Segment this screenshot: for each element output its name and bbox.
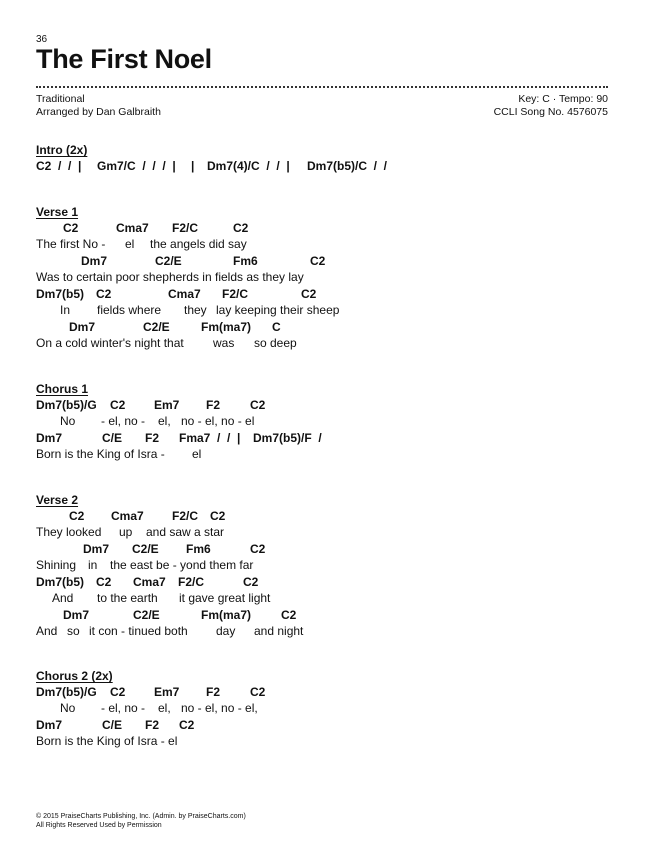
chord: C2/E (155, 254, 182, 268)
chord: Dm7(b5)/F / (253, 431, 322, 445)
lyric: day (216, 624, 236, 638)
lyric: in (88, 558, 98, 572)
chord: C2 (281, 608, 297, 622)
lyric-line (0, 237, 648, 253)
rights-line: All Rights Reserved Used by Permission (36, 822, 162, 829)
chord: Cma7 (111, 509, 144, 523)
lyric: the east be - yond them far (110, 558, 254, 572)
chord: C2 (110, 398, 126, 412)
chord-line (0, 398, 648, 414)
chord: F2/C (172, 221, 199, 235)
chord: Gm7/C / / / | (97, 159, 176, 173)
chord: Dm7 (36, 431, 63, 445)
lyric: so deep (254, 336, 297, 350)
chord: C2/E (133, 608, 160, 622)
lyric: Shining (36, 558, 77, 572)
chord: F2 (145, 718, 160, 732)
chord: C2 (250, 685, 266, 699)
chord: Dm7(b5)/C / / (307, 159, 388, 173)
chord: Dm7 (81, 254, 108, 268)
chord-line (0, 320, 648, 336)
lyric: fields where (97, 303, 162, 317)
chord: C2 (69, 509, 85, 523)
chord: Cma7 (168, 287, 201, 301)
chord-line (0, 575, 648, 591)
chord: C2 (250, 542, 266, 556)
lyric: el (125, 237, 135, 251)
chord: Dm7 (36, 718, 63, 732)
chord: Dm7(b5)/G (36, 685, 97, 699)
chord: C2 (310, 254, 326, 268)
chord: Dm7(b5) (36, 575, 85, 589)
lyric: - el, no - (101, 701, 146, 715)
chord: C (272, 320, 281, 334)
lyric: Was to certain poor shepherds in fields as they lay (36, 270, 304, 284)
lyric: And (36, 624, 58, 638)
chord-line (0, 608, 648, 624)
ccli-number: CCLI Song No. 4576075 (493, 105, 608, 118)
chord: F2/C (178, 575, 205, 589)
lyric: no - el, no - el, (181, 701, 258, 715)
lyric-line (0, 525, 648, 541)
credits (36, 93, 161, 118)
chord: Dm7 (83, 542, 110, 556)
chord: Dm7 (63, 608, 90, 622)
chord: Cma7 (133, 575, 166, 589)
chord-line (0, 254, 648, 270)
chord: Em7 (154, 685, 180, 699)
copyright-line: © 2015 PraiseCharts Publishing, Inc. (Admin. by PraiseCharts.com) (36, 813, 246, 820)
lyric-line (0, 591, 648, 607)
lyric: No (60, 414, 76, 428)
lyric: to the earth (97, 591, 158, 605)
lyric: was (213, 336, 235, 350)
lyric-line (0, 624, 648, 640)
lyric: the angels did say (150, 237, 247, 251)
credit-author: Traditional (36, 93, 85, 105)
lyric: and saw a star (146, 525, 225, 539)
dotted-divider (36, 86, 608, 88)
chord: Cma7 (116, 221, 149, 235)
chord-line (0, 287, 648, 303)
song-info (494, 93, 608, 118)
lyric: el, (158, 701, 171, 715)
chord: C2/E (143, 320, 170, 334)
chord: Fm(ma7) (201, 608, 252, 622)
chord: | (191, 159, 195, 173)
chord: C2 (233, 221, 249, 235)
chord: C2 (96, 575, 112, 589)
chord: C/E (102, 431, 123, 445)
chord: Fma7 / / | (179, 431, 241, 445)
lyric: Born is the King of Isra - (36, 447, 165, 461)
lyric-line (0, 447, 648, 463)
section-heading-chorus-2: Chorus 2 (2x) (36, 669, 113, 683)
lyric: it con - tinued both (89, 624, 188, 638)
chord: F2/C (172, 509, 199, 523)
chord: C2 (250, 398, 266, 412)
key-tempo: Key: C · Tempo: 90 (518, 93, 608, 105)
chord-line (0, 431, 648, 447)
song-title: The First Noel (36, 44, 212, 74)
lyric: In (60, 303, 71, 317)
lyric-line (0, 336, 648, 352)
section-heading-verse-1: Verse 1 (36, 205, 79, 219)
chord: C2 / / | (36, 159, 82, 173)
lyric-line (0, 270, 648, 286)
page-number: 36 (36, 34, 48, 45)
chord: Fm6 (186, 542, 211, 556)
lyric: They looked (36, 525, 102, 539)
lyric: No (60, 701, 76, 715)
lyric: lay keeping their sheep (216, 303, 340, 317)
chord: C2 (63, 221, 79, 235)
chord: F2/C (222, 287, 249, 301)
credit-arranger: Arranged by Dan Galbraith (36, 105, 161, 118)
lyric: so (67, 624, 80, 638)
chord: C2 (96, 287, 112, 301)
lyric-line (0, 303, 648, 319)
lyric: no - el, no - el (181, 414, 255, 428)
chord: F2 (206, 685, 221, 699)
lyric: and night (254, 624, 304, 638)
chord: C2 (243, 575, 259, 589)
lyric: - el, no - (101, 414, 146, 428)
chord: Dm7(b5) (36, 287, 85, 301)
chord: Fm(ma7) (201, 320, 252, 334)
lyric-line (0, 414, 648, 430)
lyric: it gave great light (179, 591, 271, 605)
chord-line (0, 221, 648, 237)
lyric: On a cold winter's night that (36, 336, 184, 350)
lyric: el (192, 447, 202, 461)
chord: F2 (145, 431, 160, 445)
chord: C/E (102, 718, 123, 732)
lyric: they (184, 303, 207, 317)
chord: Em7 (154, 398, 180, 412)
chord: Fm6 (233, 254, 258, 268)
chord: Dm7(4)/C / / | (207, 159, 290, 173)
chord: C2 (210, 509, 226, 523)
chord: C2/E (132, 542, 159, 556)
lyric: And (52, 591, 74, 605)
chord-line (0, 685, 648, 701)
lyric-line (0, 558, 648, 574)
lyric: The first No - (36, 237, 106, 251)
chord-line (0, 159, 648, 175)
chord: Dm7 (69, 320, 96, 334)
chord: F2 (206, 398, 221, 412)
chord-line (0, 542, 648, 558)
copyright-footer (36, 812, 246, 830)
lyric: up (119, 525, 133, 539)
section-heading-chorus-1: Chorus 1 (36, 382, 89, 396)
chord-line (0, 718, 648, 734)
chord: C2 (301, 287, 317, 301)
lyric-line (0, 701, 648, 717)
chord: C2 (179, 718, 195, 732)
chord-line (0, 509, 648, 525)
section-heading-intro: Intro (2x) (36, 143, 88, 157)
lyric: el, (158, 414, 171, 428)
lyric-line (0, 734, 648, 750)
chord: C2 (110, 685, 126, 699)
lyric: Born is the King of Isra - el (36, 734, 178, 748)
section-heading-verse-2: Verse 2 (36, 493, 79, 507)
chord: Dm7(b5)/G (36, 398, 97, 412)
